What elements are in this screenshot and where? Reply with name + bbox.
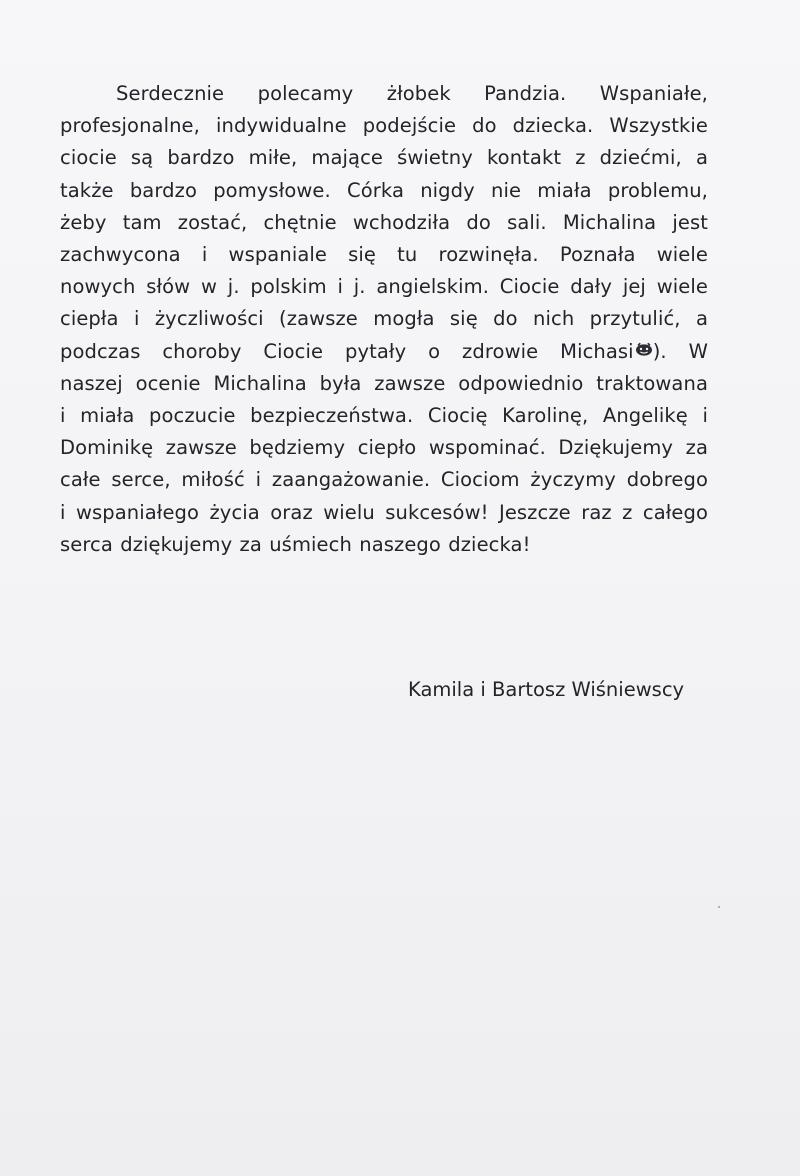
- paragraph-line-5: żeby tam zostać, chętnie wchodziła do sali. Michalina jest: [60, 210, 708, 234]
- paragraph-line-1: Serdecznie polecamy żłobek Pandzia. Wspaniałe,: [116, 82, 708, 105]
- smiling-face-emoji-icon: [635, 334, 653, 366]
- paragraph-line-6: zachwycona i wspaniale się tu rozwinęła. Poznała wiele: [60, 243, 708, 267]
- signature: Kamila i Bartosz Wiśniewscy: [408, 678, 685, 701]
- paragraph-line-7: nowych słów w j. polskim i j. angielskim. Ciocie dały jej wiele: [60, 275, 708, 299]
- recommendation-paragraph: [60, 78, 708, 561]
- paragraph-line-9: [60, 336, 708, 368]
- paragraph-line-11: i miała poczucie bezpieczeństwa. Ciocię Karolinę, Angelikę i: [60, 404, 708, 428]
- paragraph-line-15: serca dziękujemy za uśmiech naszego dziecka!: [60, 532, 531, 556]
- paragraph-line-9-text: podczas choroby Ciocie pytały o zdrowie Michasi: [60, 339, 634, 363]
- paragraph-line-2: profesjonalne, indywidualne podejście do dziecka. Wszystkie: [60, 114, 708, 138]
- paragraph-line-9-tail: ). W: [652, 339, 708, 363]
- paragraph-line-3: ciocie są bardzo miłe, mające świetny kontakt z dziećmi, a: [60, 146, 708, 170]
- paragraph-line-13: całe serce, miłość i zaangażowanie. Ciociom życzymy dobrego: [60, 468, 708, 492]
- paper-speck: [718, 906, 720, 908]
- paragraph-line-14: i wspaniałego życia oraz wielu sukcesów! Jeszcze raz z całego: [60, 500, 708, 524]
- paragraph-line-10: naszej ocenie Michalina była zawsze odpowiednio traktowana: [60, 371, 708, 395]
- paragraph-line-8: ciepła i życzliwości (zawsze mogła się do nich przytulić, a: [60, 307, 708, 331]
- paragraph-line-12: Dominikę zawsze będziemy ciepło wspominać. Dziękujemy za: [60, 436, 708, 460]
- paragraph-line-4: także bardzo pomysłowe. Córka nigdy nie miała problemu,: [60, 178, 708, 202]
